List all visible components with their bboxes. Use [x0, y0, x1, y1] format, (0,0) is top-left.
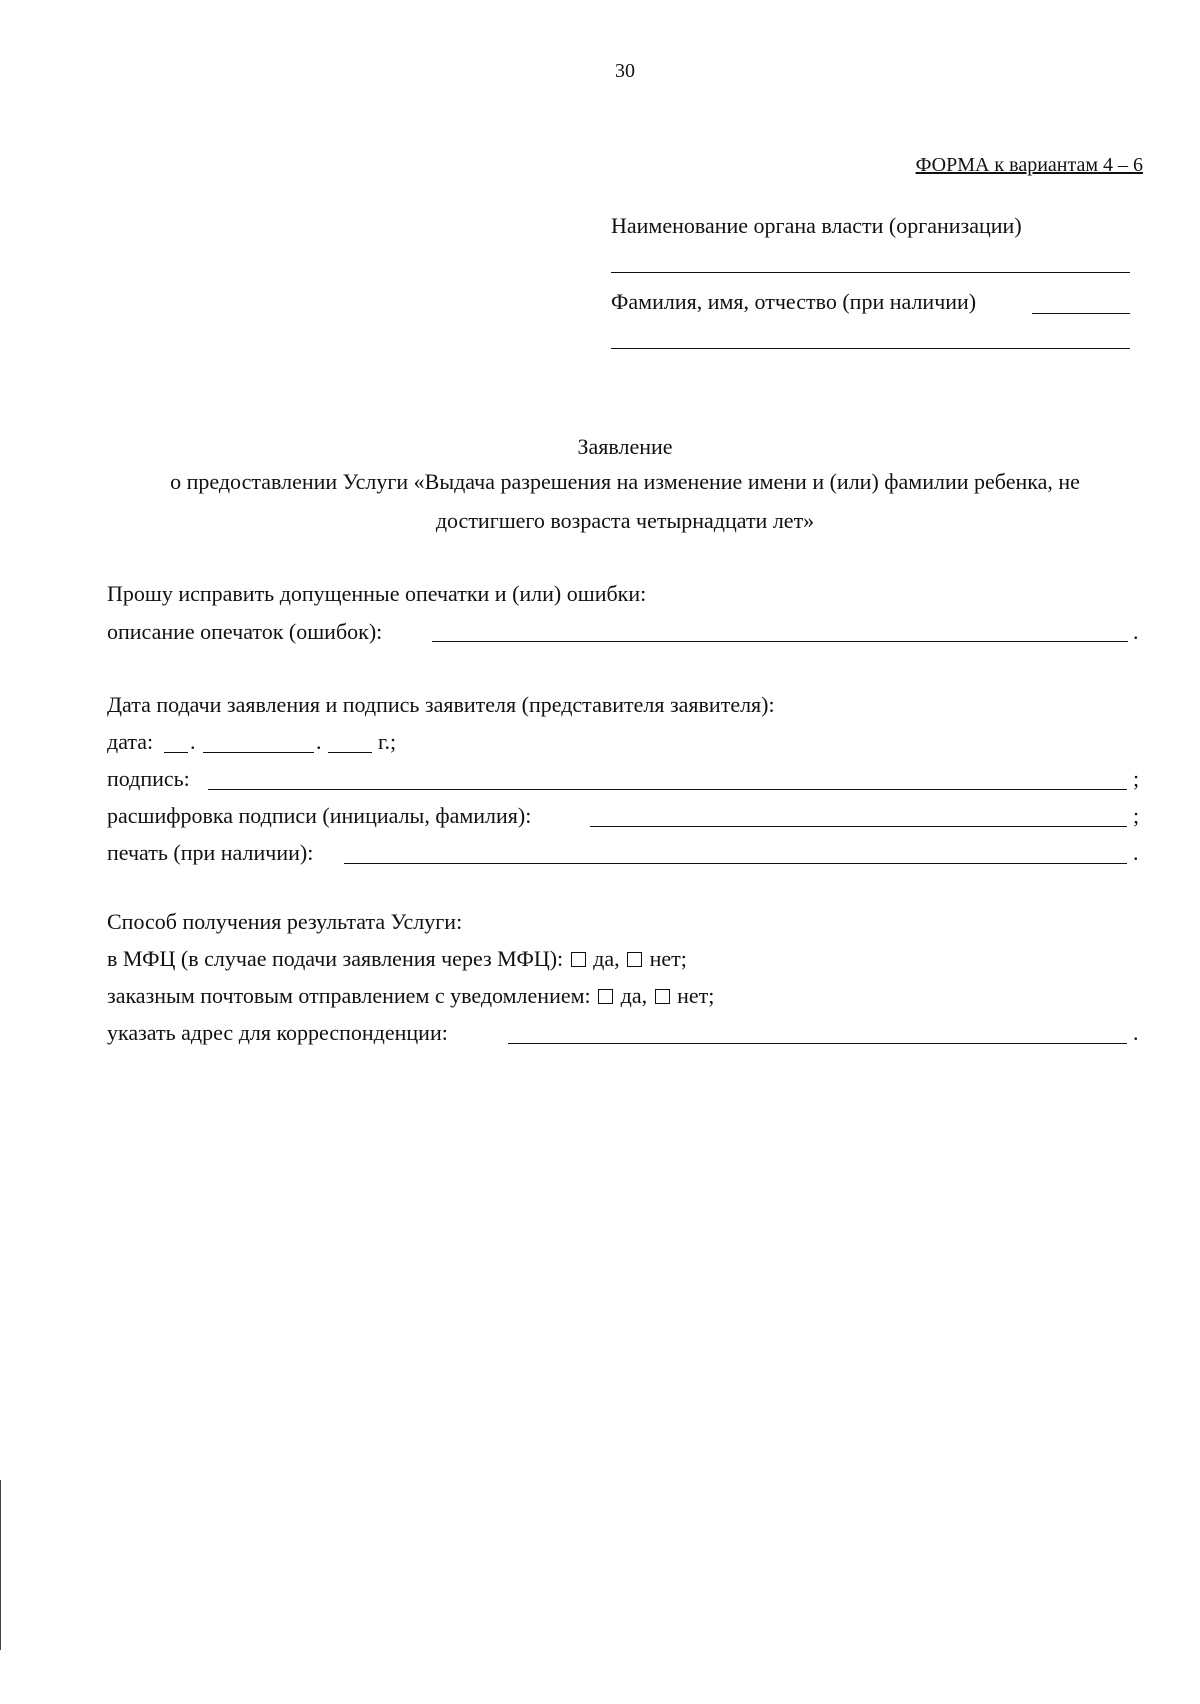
mfc-option-row [107, 946, 687, 972]
signature-field[interactable] [208, 789, 1127, 790]
form-reference: ФОРМА к вариантам 4 – 6 [915, 154, 1143, 176]
stamp-field[interactable] [344, 863, 1127, 864]
fio-label: Фамилия, имя, отчество (при наличии) [611, 289, 977, 314]
no-label: нет; [677, 983, 715, 1008]
signature-decoding-end: ; [1133, 803, 1140, 828]
date-month-field[interactable] [203, 752, 314, 753]
signature-block-heading: Дата подачи заявления и подпись заявителя (представителя заявителя): [107, 692, 775, 717]
signature-decoding-field[interactable] [590, 826, 1127, 827]
mail-yes-checkbox[interactable] [598, 989, 613, 1004]
no-label: нет; [649, 946, 687, 971]
date-year-suffix: г.; [378, 729, 397, 754]
signature-decoding-label: расшифровка подписи (инициалы, фамилия): [107, 803, 532, 828]
document-subtitle-line1: о предоставлении Услуги «Выдача разрешения на изменение имени и (или) фамилии ребенка, не [170, 469, 1080, 494]
signature-end: ; [1133, 766, 1140, 791]
date-separator: . [316, 729, 322, 754]
page-number: 30 [615, 60, 635, 82]
authority-fill-line[interactable] [611, 272, 1130, 273]
scan-edge-mark [0, 1480, 1, 1650]
fio-fill-line[interactable] [611, 348, 1130, 349]
mail-option-label: заказным почтовым отправлением с уведомлением: [107, 983, 591, 1008]
mfc-no-checkbox[interactable] [627, 952, 642, 967]
stamp-label: печать (при наличии): [107, 840, 314, 865]
error-description-field[interactable] [432, 641, 1128, 642]
error-description-end: . [1133, 619, 1139, 644]
mfc-option-label: в МФЦ (в случае подачи заявления через МФЦ): [107, 946, 564, 971]
address-label: указать адрес для корреспонденции: [107, 1020, 448, 1045]
date-day-field[interactable] [164, 752, 188, 753]
yes-label: да, [620, 983, 648, 1008]
document-title: Заявление [577, 434, 673, 459]
error-description-label: описание опечаток (ошибок): [107, 619, 383, 644]
mail-no-checkbox[interactable] [655, 989, 670, 1004]
fio-fill-line-short[interactable] [1032, 313, 1130, 314]
authority-label: Наименование органа власти (организации) [611, 213, 1022, 238]
mail-option-row [107, 983, 714, 1009]
document-subtitle-line2: достигшего возраста четырнадцати лет» [435, 508, 815, 533]
date-year-field[interactable] [328, 752, 372, 753]
signature-label: подпись: [107, 766, 190, 791]
date-separator: . [190, 729, 196, 754]
mfc-yes-checkbox[interactable] [571, 952, 586, 967]
address-end: . [1133, 1020, 1139, 1045]
corrections-request: Прошу исправить допущенные опечатки и (или) ошибки: [107, 581, 647, 606]
address-field[interactable] [508, 1043, 1127, 1044]
yes-label: да, [593, 946, 620, 971]
result-method-heading: Способ получения результата Услуги: [107, 909, 463, 934]
stamp-end: . [1133, 840, 1139, 865]
date-label: дата: [107, 729, 154, 754]
